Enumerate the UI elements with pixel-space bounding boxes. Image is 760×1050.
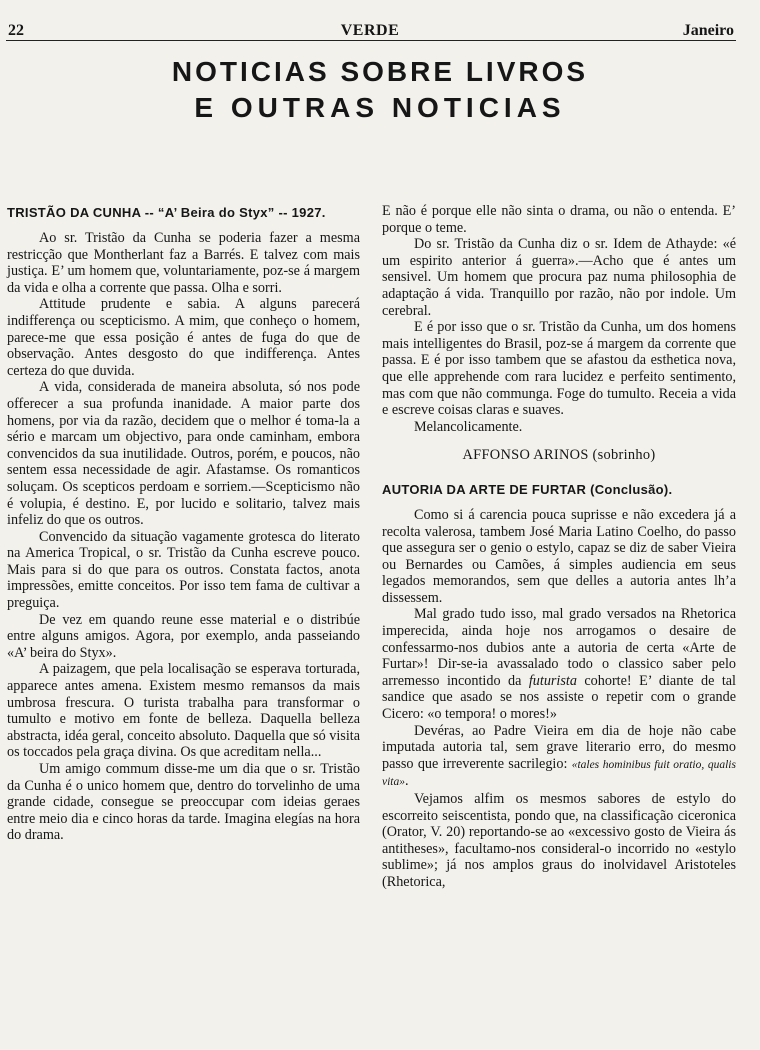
article-paragraph: Como si á carencia pouca suprisse e não excedera já a recolta valerosa, tambem José Maria Latino Coelho, do passo que assegura ser o genio o estylo, capaz se diz de saber Vieira ou Bernardes ou Camões, á simples audiencia em seus legados memorandos, sem que delles a autoria antes lh’a dissessem. (382, 506, 736, 606)
italic-word: futurista (528, 672, 577, 689)
text-run: Mal grado tudo isso, mal grado versados na Rhetorica imperecida, ainda hoje nos arrogamos o desaire de confessarmo-nos dubios ante a autoria de certa «Arte de Furtar»! Dir-se-ia avassalado todo o classico saber pelo arremesso incontido da (382, 606, 736, 689)
headline-line-2: E OUTRAS NOTICIAS (194, 92, 566, 123)
article-paragraph: A paizagem, que pela localisação se esperava torturada, apparece antes amena. Existem mesmo remansos da mais umbrosa frescura. O turista trabalha para transformar o tumulto e motivo em fonte de belleza. Daquella belleza abstracta, idéa geral, conceito absoluto. Daquella que só visita os toccados pela graça divina. Os que acreditam nella... (7, 661, 360, 761)
journal-name: VERDE (340, 22, 400, 39)
article-paragraph: Melancolicamente. (414, 418, 523, 435)
page-number: 22 (8, 22, 24, 39)
article-paragraph: E não é porque elle não sinta o drama, ou não o entenda. E’ porque o teme. (382, 203, 736, 236)
right-column (382, 203, 736, 891)
article-paragraph: A vida, considerada de maneira absoluta, só nos pode offerecer a sua profunda inanidade. A maior parte dos homens, por via da razão, decidem que o melhor é toma-la a sério e marcam um objectivo, para onde caminham, embora convencidos da sua inutilidade. Outros, porém, e poucos, não sentem essa necessidade de agir. Afastamse. Os romanticos soluçam. Os scepticos perdoam e sorriem.—Scepticismo não é volupia, é destino. E, por lucido e solitario, talvez mais infeliz do que os outros. (7, 379, 360, 529)
text-run: Devéras, ao Padre Vieira em dia de hoje não cabe imputada autoria tal, sem grave literario erro, do mesmo passo que irreverente sacrilegio: (382, 722, 736, 772)
article-paragraph: Do sr. Tristão da Cunha diz o sr. Idem de Athayde: «é um espirito anterior á guerra».—Acho que é antes um sensivel. Um homem que procura paz numa philosophia de adaptação á vida. Tranquillo por razão, não por indole. Um cerebral. (382, 236, 736, 319)
article-paragraph: Vejamos alfim os mesmos sabores de estylo do escorreito seiscentista, pondo que, na classificação ciceronica (Orator, V. 20) reportando-se ao «excessivo gosto de Vieira ás antitheses», facultamo-nos consideral-o incorrido no «estylo sublime»; já nos amplos graus do inolvidavel Aristoteles (Rhetorica, (382, 791, 736, 890)
article-title: AUTORIA DA ARTE DE FURTAR (Conclusão). (382, 481, 673, 497)
author-signature: AFFONSO ARINOS (sobrinho) (462, 447, 656, 464)
page-headline (0, 54, 760, 126)
article-paragraph: Convencido da situação vagamente grotesca do literato na America Tropical, o sr. Tristão da Cunha escreve pouco. Mais para si do que para os outros. Constata factos, anota impressões, emitte conceitos. Por isso tem fama de cultivar a preguiça. (7, 528, 360, 612)
article-paragraph: Attitude prudente e sabia. A alguns parecerá indifferença ou scepticismo. A mim, que conheço o homem, parece-me que essa posição é antes de fuga do que de observação. Antes desgosto do que indifferença. Antes certeza do que duvida. (7, 296, 360, 379)
issue-month: Janeiro (682, 22, 734, 39)
article-paragraph (382, 606, 736, 722)
article-paragraph: E é por isso que o sr. Tristão da Cunha, um dos homens mais intelligentes do Brasil, poz-se á margem da corrente que passa. E é por isso tambem que se afastou da esthetica nova, que elle apprehende com rara lucidez e perfeito sentimento, mas com que não communga. Foge do tumulto. Receia a vida e escreve coisas claras e suaves. (382, 319, 736, 419)
left-column (7, 205, 360, 844)
article-paragraph (382, 723, 736, 791)
article-title: TRISTÃO DA CUNHA -- “A’ Beira do Styx” -- 1927. (7, 205, 326, 220)
article-paragraph: De vez em quando reune esse material e o distribúe entre alguns amigos. Agora, por exemplo, anda passeiando «A’ beira do Styx». (7, 611, 360, 661)
text-run: . (405, 773, 409, 790)
article-paragraph: Ao sr. Tristão da Cunha se poderia fazer a mesma restricção que Montherlant faz a Barrés. E talvez com mais justiça. E’ um homem que, voluntariamente, poz-se á margem da vida e olha a corrente que passa. Olha e sorri. (7, 230, 360, 296)
article-paragraph: Um amigo commum disse-me um dia que o sr. Tristão da Cunha é o unico homem que, dentro do torvelinho de uma grande cidade, consegue se preoccupar com ideias geraes entre meio dia e cinco horas da tarde. Imagina elegías na hora do drama. (7, 761, 360, 844)
latin-quote: «tales hominibus fuit oratio, qualis vita» (382, 758, 736, 789)
text-run: cohorte! E’ diante de tal sandice que asado se nos assiste o repetir com o grande Cicero: «o tempora! o mores!» (382, 672, 737, 723)
header-rule (6, 40, 736, 41)
running-head (6, 22, 734, 40)
headline-line-1: NOTICIAS SOBRE LIVROS (171, 56, 589, 87)
